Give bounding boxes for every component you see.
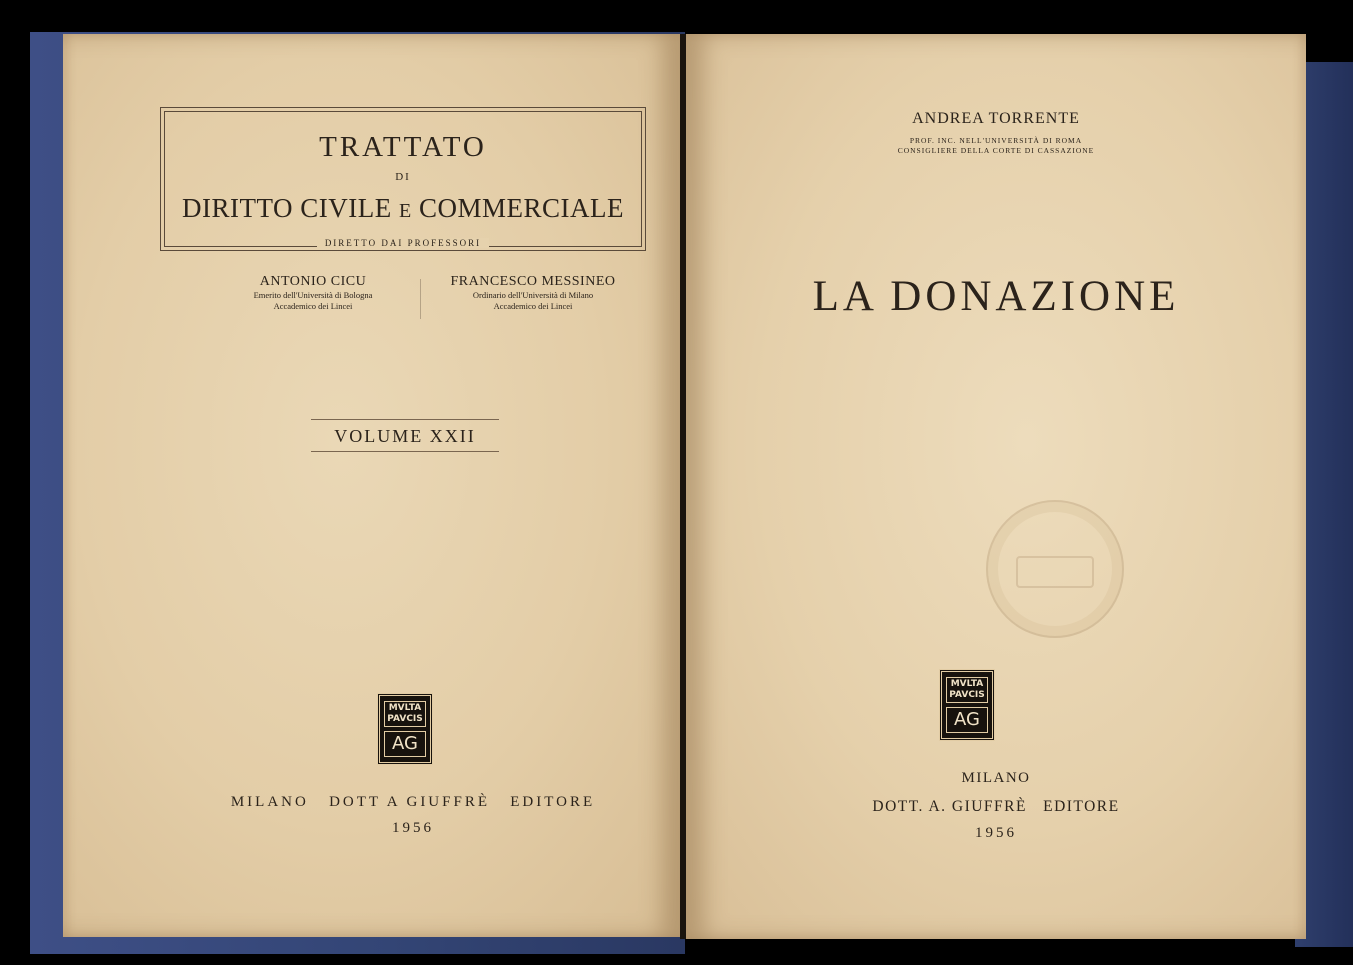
imprint-line: MILANO DOTT A GIUFFRÈ EDITORE	[230, 794, 596, 810]
series-name-part2: COMMERCIALE	[418, 193, 624, 223]
editor-name: FRANCESCO MESSINEO	[450, 274, 616, 289]
series-name-e: E	[398, 200, 412, 222]
right-page	[686, 34, 1306, 939]
directed-by-label: DIRETTO DAI PROFESSORI	[317, 238, 489, 248]
imprint-year: 1956	[975, 825, 1017, 841]
editor-divider	[420, 279, 421, 319]
logo-motto	[384, 701, 426, 727]
volume-rule-top	[311, 419, 499, 420]
author-affiliation-line1: PROF. INC. NELL'UNIVERSITÀ DI ROMA	[909, 136, 1083, 145]
publisher-logo	[939, 669, 995, 741]
series-name-part1: DIRITTO CIVILE	[182, 193, 392, 223]
publisher-logo	[377, 693, 433, 765]
logo-motto-middle: PAVCIS	[949, 690, 985, 700]
editor-name: ANTONIO CICU	[259, 274, 367, 289]
volume-rule-bottom	[311, 451, 499, 452]
blind-stamp-center	[1016, 556, 1094, 588]
imprint-year: 1956	[392, 820, 434, 836]
logo-motto-middle: PAVCIS	[387, 714, 423, 724]
editor-block-cicu	[213, 274, 413, 312]
author-name: ANDREA TORRENTE	[912, 110, 1080, 127]
author-affiliation-line2: CONSIGLIERE DELLA CORTE DI CASSAZIONE	[897, 146, 1095, 155]
imprint-city: MILANO	[961, 770, 1031, 786]
imprint-publisher: DOTT. A. GIUFFRÈ EDITORE	[872, 798, 1120, 815]
volume-label: VOLUME XXII	[334, 426, 476, 446]
logo-motto-top: MVLTA	[388, 703, 422, 713]
editor-academy: Accademico dei Lincei	[493, 301, 573, 311]
series-title: TRATTATO	[319, 131, 487, 163]
editor-affiliation: Ordinario dell'Università di Milano	[472, 290, 594, 300]
left-page	[63, 34, 680, 937]
book-title: LA DONAZIONE	[812, 273, 1180, 320]
series-name	[164, 193, 642, 224]
logo-mark: AG	[946, 707, 988, 733]
editor-block-messineo	[433, 274, 633, 312]
directed-by-line	[164, 238, 642, 248]
editor-academy: Accademico dei Lincei	[273, 301, 353, 311]
logo-motto-top: MVLTA	[950, 679, 984, 689]
logo-mark: AG	[384, 731, 426, 757]
series-di: DI	[395, 171, 411, 183]
logo-motto	[946, 677, 988, 703]
editor-affiliation: Emerito dell'Università di Bologna	[253, 290, 373, 300]
